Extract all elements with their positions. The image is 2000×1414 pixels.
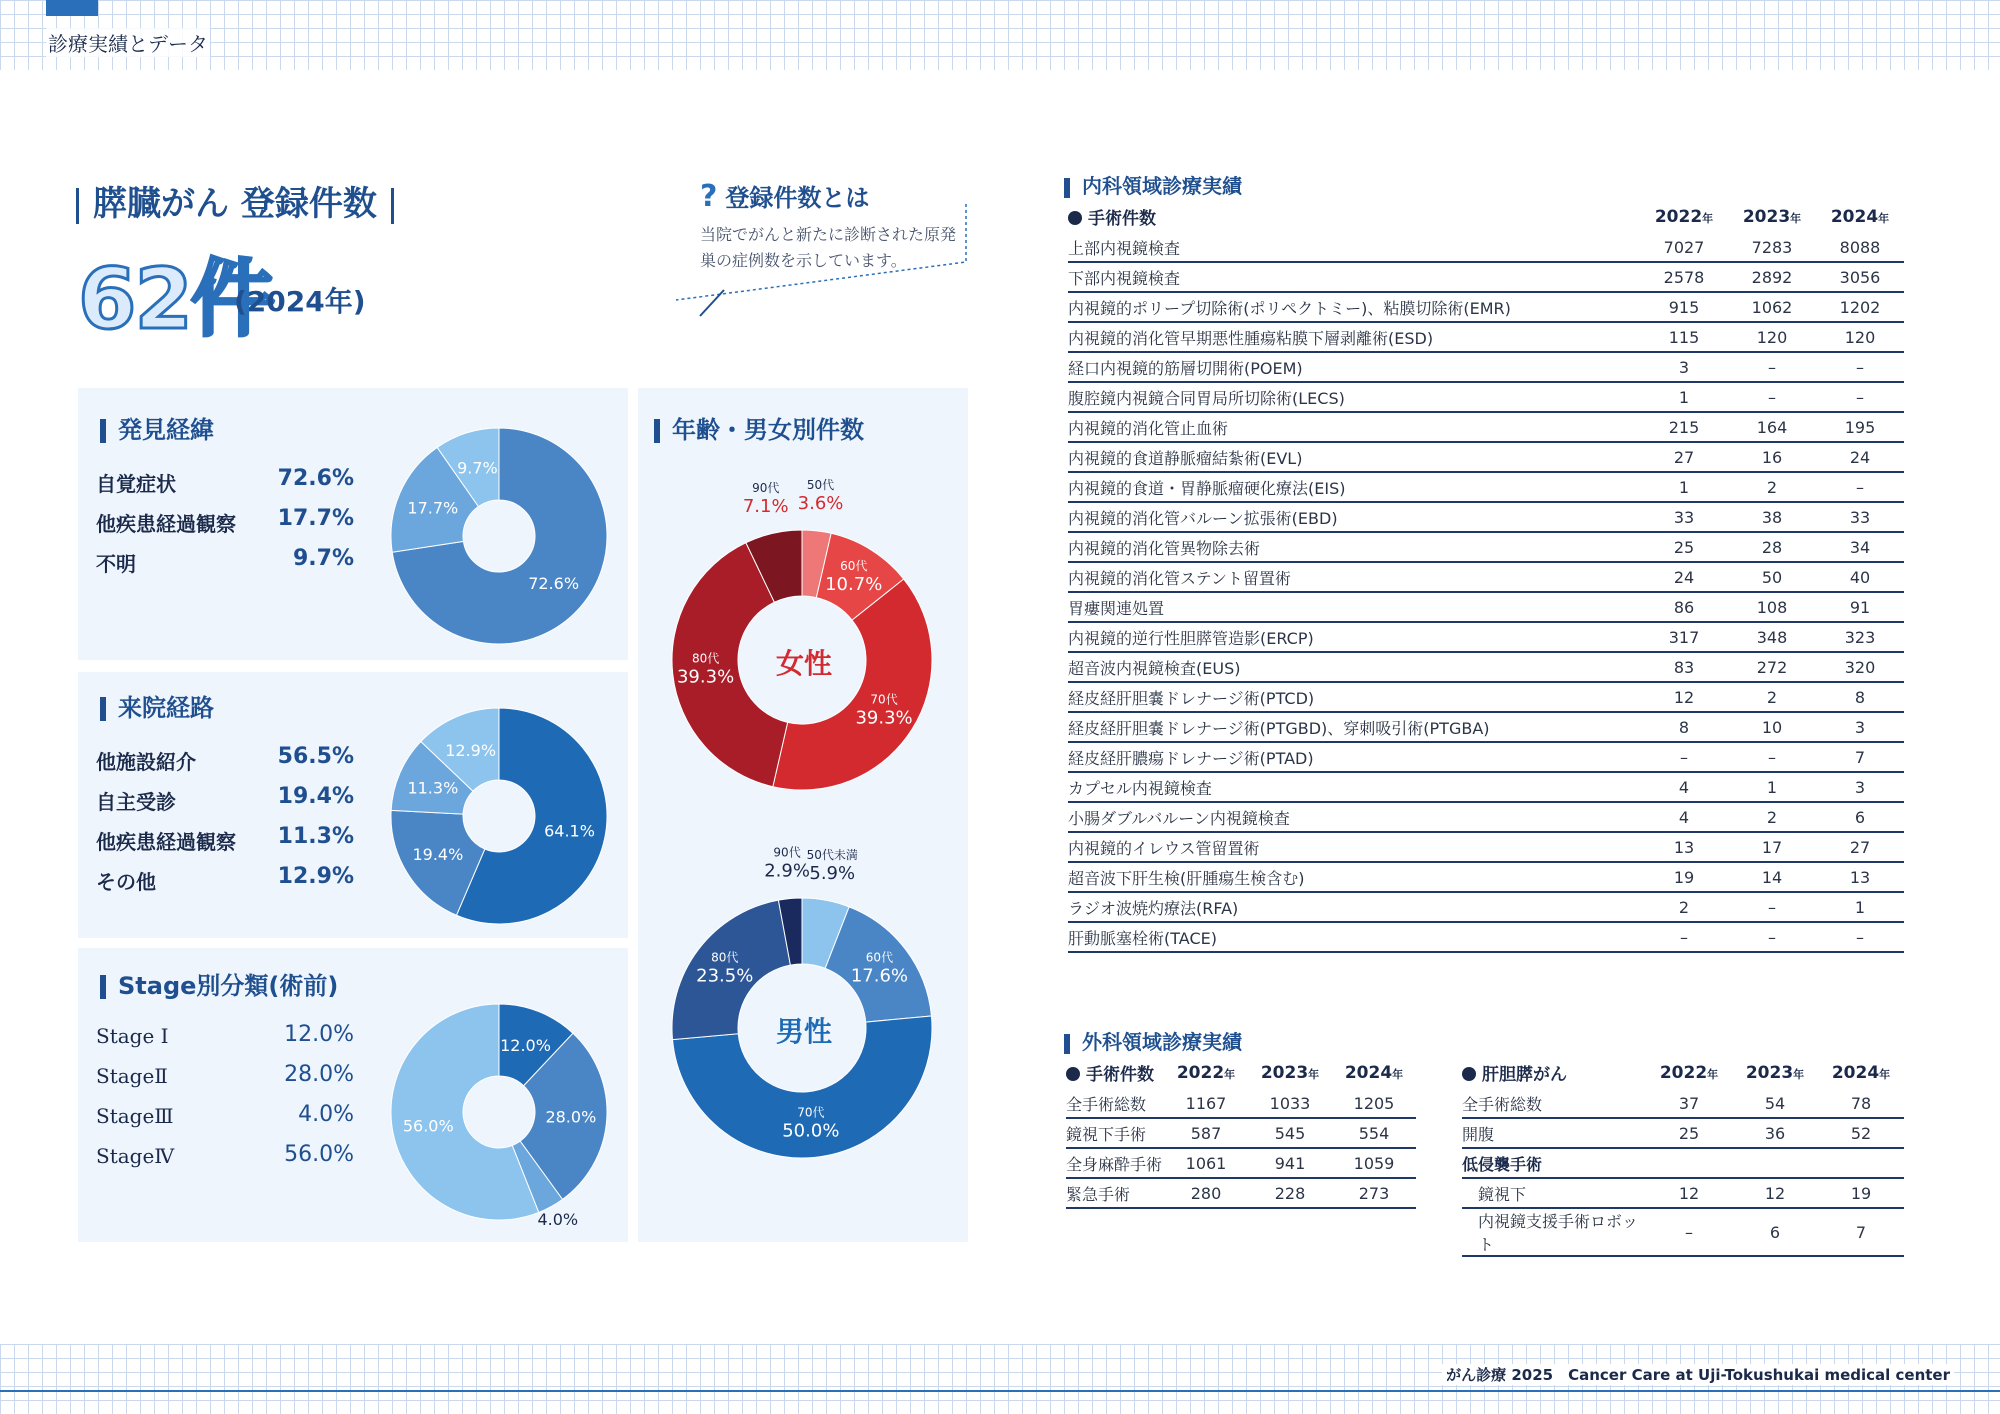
donut-value-label: 19.4% (412, 845, 464, 865)
question-mark-icon: ? (700, 179, 718, 214)
row-value: 3 (1640, 352, 1728, 382)
row-value: 108 (1728, 592, 1816, 622)
row-value: – (1816, 922, 1904, 952)
discovery-title-text: 発見経緯 (118, 416, 214, 444)
row-value: 1 (1816, 892, 1904, 922)
row-value: 34 (1816, 532, 1904, 562)
route-value: 56.5% (277, 744, 354, 769)
row-value: 27 (1816, 832, 1904, 862)
footer-text: がん診療 2025 Cancer Care at Uji-Tokushukai medical center (1442, 1364, 1954, 1385)
table-row (1462, 1148, 1904, 1178)
row-value: 78 (1818, 1089, 1904, 1118)
table-row (1066, 1089, 1416, 1118)
table-header-label: 手術件数 (1068, 204, 1640, 233)
table-header-row (1068, 204, 1904, 233)
donut-category-label: 70代 (870, 692, 898, 707)
row-value: 3056 (1816, 262, 1904, 292)
row-value: 320 (1816, 652, 1904, 682)
row-value: 16 (1728, 442, 1816, 472)
row-value: 1205 (1332, 1089, 1416, 1118)
route-value: 12.9% (277, 864, 354, 889)
discovery-value: 72.6% (277, 466, 354, 491)
row-value: 27 (1640, 442, 1728, 472)
route-label: 他施設紹介 (96, 750, 196, 774)
row-value: 50 (1728, 562, 1816, 592)
row-value: 33 (1640, 502, 1728, 532)
row-value: 8088 (1816, 233, 1904, 262)
row-label: 経皮経肝胆嚢ドレナージ術(PTGBD)、穿刺吸引術(PTGBA) (1068, 712, 1640, 742)
row-value: 19 (1818, 1178, 1904, 1208)
row-value: 25 (1646, 1118, 1732, 1148)
donut-category-label: 80代 (711, 950, 739, 965)
row-value: 6 (1732, 1208, 1818, 1256)
table-row (1068, 292, 1904, 322)
discovery-label: 自覚症状 (96, 472, 176, 496)
table-header-label: 手術件数 (1066, 1060, 1164, 1089)
row-value: – (1816, 352, 1904, 382)
table-row (1462, 1178, 1904, 1208)
table-row (1068, 742, 1904, 772)
table-row (1068, 472, 1904, 502)
donut-category-label: 60代 (865, 950, 894, 965)
route-value: 19.4% (277, 784, 354, 809)
row-value: – (1728, 742, 1816, 772)
age-gender-title-text: 年齢・男女別件数 (672, 416, 864, 444)
year-header: 2023年 (1742, 206, 1802, 227)
title-bar-left (76, 188, 79, 224)
donut-value-label: 7.1% (742, 496, 789, 518)
row-value: 37 (1646, 1089, 1732, 1118)
year-header: 2022年 (1176, 1062, 1236, 1083)
row-value: 1 (1728, 772, 1816, 802)
row-value: 1033 (1248, 1089, 1332, 1118)
age-gender-title (654, 410, 864, 445)
row-label: 腹腔鏡内視鏡合同胃局所切除術(LECS) (1068, 382, 1640, 412)
surgical-table-right (1462, 1060, 1904, 1257)
row-value: 164 (1728, 412, 1816, 442)
row-value: 83 (1640, 652, 1728, 682)
row-label: 胃瘻関連処置 (1068, 592, 1640, 622)
stage-label: Stage Ⅰ (96, 1024, 169, 1048)
row-value: 25 (1640, 532, 1728, 562)
row-value: 13 (1816, 862, 1904, 892)
row-value: 38 (1728, 502, 1816, 532)
stage-value: 56.0% (284, 1142, 354, 1167)
donut-value-label: 39.3% (676, 666, 735, 688)
row-label: 小腸ダブルバルーン内視鏡検査 (1068, 802, 1640, 832)
row-value: 91 (1816, 592, 1904, 622)
row-value: 1202 (1816, 292, 1904, 322)
row-value: 323 (1816, 622, 1904, 652)
row-value: – (1640, 922, 1728, 952)
title-bar (654, 419, 660, 443)
definition-title (700, 178, 869, 214)
stage-title-text: Stage別分類(術前) (118, 972, 339, 1000)
route-title (100, 688, 214, 723)
table-row (1068, 712, 1904, 742)
table-row (1066, 1178, 1416, 1208)
row-label: ラジオ波焼灼療法(RFA) (1068, 892, 1640, 922)
row-label: 鏡視下手術 (1066, 1118, 1164, 1148)
table-row (1068, 322, 1904, 352)
route-label: 自主受診 (96, 790, 176, 814)
year-header: 2022年 (1654, 206, 1714, 227)
stage-value: 12.0% (284, 1022, 354, 1047)
table-row (1068, 412, 1904, 442)
discovery-value: 9.7% (292, 546, 354, 571)
row-label: カプセル内視鏡検査 (1068, 772, 1640, 802)
row-label: 全身麻酔手術 (1066, 1148, 1164, 1178)
donut-category-label: 90代 (752, 481, 780, 496)
row-value: 273 (1332, 1178, 1416, 1208)
row-value: 554 (1332, 1118, 1416, 1148)
donut-value-label: 50.0% (782, 1120, 840, 1142)
donut-value-label: 12.9% (445, 740, 497, 760)
row-label: 内視鏡的ポリープ切除術(ポリペクトミー)、粘膜切除術(EMR) (1068, 292, 1640, 322)
table-row (1462, 1208, 1904, 1256)
row-value: 40 (1816, 562, 1904, 592)
table-header-label: 肝胆膵がん (1462, 1060, 1646, 1089)
row-value: 28 (1728, 532, 1816, 562)
table-row (1068, 832, 1904, 862)
row-label: 超音波下肝生検(肝腫瘍生検含む) (1068, 862, 1640, 892)
row-label: 緊急手術 (1066, 1178, 1164, 1208)
table-row (1066, 1118, 1416, 1148)
row-value: 7283 (1728, 233, 1816, 262)
table-row (1068, 532, 1904, 562)
page-title (76, 176, 408, 225)
stage-title (100, 966, 338, 1001)
row-value: 587 (1164, 1118, 1248, 1148)
stage-value: 4.0% (298, 1102, 354, 1127)
row-value: 7 (1816, 742, 1904, 772)
row-value: 33 (1816, 502, 1904, 532)
row-value: 1 (1640, 382, 1728, 412)
stage-label: StageⅢ (96, 1104, 174, 1128)
year-header: 2022年 (1659, 1062, 1719, 1083)
male-center-label: 男性 (776, 1015, 833, 1048)
row-value: 1167 (1164, 1089, 1248, 1118)
row-value: 12 (1646, 1178, 1732, 1208)
donut-value-label: 39.3% (855, 707, 913, 729)
stage-label: StageⅣ (96, 1144, 175, 1168)
row-label: 内視鏡的消化管異物除去術 (1068, 532, 1640, 562)
page-title-text: 膵臓がん 登録件数 (93, 184, 377, 224)
bullet-dot-icon (1462, 1067, 1476, 1081)
row-label: 肝動脈塞栓術(TACE) (1068, 922, 1640, 952)
row-label: 低侵襲手術 (1462, 1148, 1646, 1178)
row-value: 52 (1818, 1118, 1904, 1148)
donut-value-label: 2.9% (764, 860, 810, 882)
definition-text: 当院でがんと新たに診断された原発巣の症例数を示しています。 (700, 225, 957, 270)
registration-year: (2024年) (234, 285, 366, 318)
row-value: 6 (1816, 802, 1904, 832)
row-value: 1062 (1728, 292, 1816, 322)
row-value: – (1728, 922, 1816, 952)
row-value: 1061 (1164, 1148, 1248, 1178)
title-bar (100, 697, 106, 721)
table-row (1462, 1089, 1904, 1118)
donut-value-label: 3.6% (797, 493, 844, 515)
row-value: 13 (1640, 832, 1728, 862)
route-title-text: 来院経路 (118, 694, 214, 722)
donut-category-label: 50代 (806, 478, 835, 493)
row-value: 228 (1248, 1178, 1332, 1208)
female-center-label: 女性 (776, 647, 833, 680)
row-label: 下部内視鏡検査 (1068, 262, 1640, 292)
year-header: 2024年 (1830, 206, 1890, 227)
table-row (1068, 502, 1904, 532)
row-value: 24 (1816, 442, 1904, 472)
row-value: 120 (1728, 322, 1816, 352)
table-row (1068, 442, 1904, 472)
title-bar (100, 419, 106, 443)
table-row (1068, 802, 1904, 832)
row-value: 7 (1818, 1208, 1904, 1256)
row-label: 経皮経肝膿瘍ドレナージ術(PTAD) (1068, 742, 1640, 772)
definition-title-text: 登録件数とは (725, 184, 870, 212)
row-label: 全手術総数 (1066, 1089, 1164, 1118)
row-value: 54 (1732, 1089, 1818, 1118)
row-value: 12 (1640, 682, 1728, 712)
row-value: 2 (1728, 682, 1816, 712)
discovery-label: 他疾患経過観察 (96, 512, 236, 536)
row-label: 内視鏡的逆行性胆膵管造影(ERCP) (1068, 622, 1640, 652)
title-bar (1064, 178, 1070, 198)
row-value: 10 (1728, 712, 1816, 742)
surgical-table-left (1066, 1060, 1416, 1209)
row-value: – (1728, 352, 1816, 382)
row-value: 19 (1640, 862, 1728, 892)
route-value: 11.3% (277, 824, 354, 849)
table-row (1066, 1148, 1416, 1178)
table-row (1068, 892, 1904, 922)
row-value: 4 (1640, 802, 1728, 832)
table-row (1068, 233, 1904, 262)
row-value: 120 (1816, 322, 1904, 352)
row-value: 14 (1728, 862, 1816, 892)
row-value: 4 (1640, 772, 1728, 802)
row-value: – (1728, 382, 1816, 412)
table-row (1068, 382, 1904, 412)
footer-rule (0, 1390, 2000, 1392)
row-value (1818, 1148, 1904, 1178)
donut-value-label: 12.0% (500, 1036, 551, 1056)
donut-value-label: 28.0% (545, 1107, 597, 1127)
header-grid-band (0, 0, 2000, 70)
table-row (1068, 622, 1904, 652)
internal-table-title (1064, 170, 1242, 199)
row-value: 7027 (1640, 233, 1728, 262)
row-value: 17 (1728, 832, 1816, 862)
donut-value-label: 72.6% (528, 573, 580, 593)
row-value: 24 (1640, 562, 1728, 592)
discovery-value: 17.7% (277, 506, 354, 531)
donut-value-label: 56.0% (402, 1116, 454, 1136)
row-label: 内視鏡的消化管バルーン拡張術(EBD) (1068, 502, 1640, 532)
donut-value-label: 9.7% (457, 458, 498, 478)
year-header: 2023年 (1745, 1062, 1805, 1083)
row-value: – (1816, 382, 1904, 412)
title-bar (1064, 1034, 1070, 1054)
row-value: – (1646, 1208, 1732, 1256)
row-value: 195 (1816, 412, 1904, 442)
discovery-label: 不明 (96, 552, 136, 576)
table-row (1068, 862, 1904, 892)
year-header: 2024年 (1831, 1062, 1891, 1083)
donut-category-label: 80代 (691, 651, 720, 666)
row-value: 545 (1248, 1118, 1332, 1148)
row-value: 215 (1640, 412, 1728, 442)
row-value: 317 (1640, 622, 1728, 652)
row-label: 全手術総数 (1462, 1089, 1646, 1118)
bullet-dot-icon (1068, 211, 1082, 225)
section-label: 診療実績とデータ (46, 28, 210, 57)
table-row (1068, 262, 1904, 292)
row-label: 上部内視鏡検査 (1068, 233, 1640, 262)
row-value: 941 (1248, 1148, 1332, 1178)
row-value: 272 (1728, 652, 1816, 682)
table-header-row (1066, 1060, 1416, 1089)
donut-category-label: 60代 (840, 558, 868, 573)
row-value: 2 (1640, 892, 1728, 922)
internal-table-title-text: 内科領域診療実績 (1082, 174, 1242, 198)
stage-value: 28.0% (284, 1062, 354, 1087)
registration-count: 62件 (78, 250, 273, 348)
donut-value-label: 17.7% (407, 498, 459, 518)
route-label: 他疾患経過観察 (96, 830, 236, 854)
surgical-table-title-text: 外科領域診療実績 (1082, 1030, 1242, 1054)
surgical-table-title (1064, 1026, 1242, 1055)
table-row (1068, 682, 1904, 712)
row-value: 915 (1640, 292, 1728, 322)
donut-value-label: 10.7% (825, 573, 883, 595)
table-row (1068, 592, 1904, 622)
row-value: 2578 (1640, 262, 1728, 292)
donut-category-label: 90代 (773, 845, 801, 860)
donut-value-label: 64.1% (544, 821, 595, 841)
donut-value-label: 4.0% (537, 1209, 579, 1229)
row-value: 2 (1728, 472, 1816, 502)
discovery-title (100, 410, 214, 445)
row-label: 開腹 (1462, 1118, 1646, 1148)
row-value: 8 (1816, 682, 1904, 712)
row-value (1732, 1148, 1818, 1178)
row-label: 内視鏡的食道静脈瘤結紮術(EVL) (1068, 442, 1640, 472)
row-label: 経皮経肝胆嚢ドレナージ術(PTCD) (1068, 682, 1640, 712)
row-label: 鏡視下 (1462, 1178, 1646, 1208)
row-value: 12 (1732, 1178, 1818, 1208)
row-value: 86 (1640, 592, 1728, 622)
stage-label: StageⅡ (96, 1064, 168, 1088)
row-value: 8 (1640, 712, 1728, 742)
table-row (1068, 562, 1904, 592)
row-value: – (1728, 892, 1816, 922)
table-row (1068, 352, 1904, 382)
row-value: 2 (1728, 802, 1816, 832)
row-value: 36 (1732, 1118, 1818, 1148)
row-value (1646, 1148, 1732, 1178)
row-value: 348 (1728, 622, 1816, 652)
title-bar-right (391, 188, 394, 224)
internal-table (1068, 204, 1904, 953)
donut-value-label: 17.6% (850, 965, 909, 987)
row-value: 280 (1164, 1178, 1248, 1208)
row-label: 超音波内視鏡検査(EUS) (1068, 652, 1640, 682)
row-value: 3 (1816, 772, 1904, 802)
row-label: 内視鏡的食道・胃静脈瘤硬化療法(EIS) (1068, 472, 1640, 502)
donut-value-label: 11.3% (407, 778, 459, 798)
row-value: – (1816, 472, 1904, 502)
row-value: 1 (1640, 472, 1728, 502)
row-value: 2892 (1728, 262, 1816, 292)
donut-category-label: 70代 (797, 1105, 825, 1120)
row-label: 内視鏡的消化管早期悪性腫瘍粘膜下層剥離術(ESD) (1068, 322, 1640, 352)
row-label: 内視鏡的消化管ステント留置術 (1068, 562, 1640, 592)
title-bar (100, 975, 106, 999)
row-label: 内視鏡的イレウス管留置術 (1068, 832, 1640, 862)
stage-donut-chart (389, 1000, 629, 1230)
header-tab-marker (46, 0, 98, 16)
row-label: 経口内視鏡的筋層切開術(POEM) (1068, 352, 1640, 382)
row-value: 115 (1640, 322, 1728, 352)
bullet-dot-icon (1066, 1067, 1080, 1081)
table-header-row (1462, 1060, 1904, 1089)
row-value: – (1640, 742, 1728, 772)
donut-value-label: 5.9% (809, 862, 856, 884)
donut-value-label: 23.5% (696, 965, 754, 987)
route-label: その他 (96, 870, 156, 894)
route-donut-chart (389, 706, 609, 926)
table-row (1068, 772, 1904, 802)
table-row (1068, 652, 1904, 682)
row-label: 内視鏡支援手術ロボット (1462, 1208, 1646, 1256)
table-row (1068, 922, 1904, 952)
year-header: 2023年 (1260, 1062, 1320, 1083)
discovery-donut-chart (389, 426, 609, 646)
row-value: 1059 (1332, 1148, 1416, 1178)
year-header: 2024年 (1344, 1062, 1404, 1083)
donut-category-label: 50代未満 (806, 847, 858, 862)
table-row (1462, 1118, 1904, 1148)
row-label: 内視鏡的消化管止血術 (1068, 412, 1640, 442)
row-value: 3 (1816, 712, 1904, 742)
